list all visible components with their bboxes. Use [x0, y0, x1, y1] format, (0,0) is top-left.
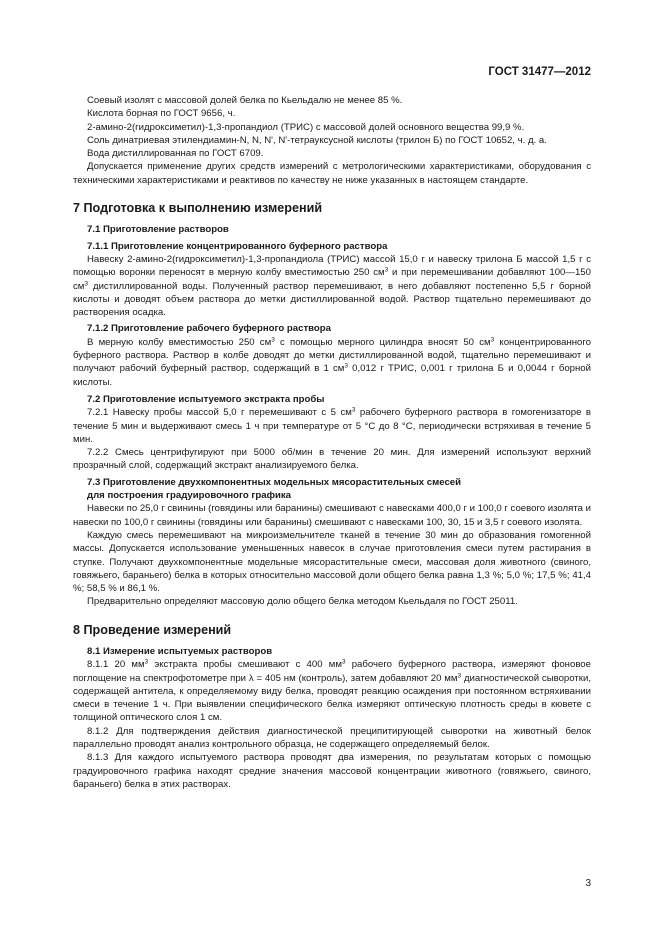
document-body [73, 94, 591, 791]
page-number: 3 [585, 878, 591, 889]
paragraph-7-3-1: Навески по 25,0 г свинины (говядины или баранины) смешивают с навесками 400,0 г и 100,0 г соевого изолята и навески по 100,0 г свинины (говядины или баранины) смешивают с навесками 100, 30, 15 и 3,5 г соевого изолята. [73, 503, 591, 528]
reagent-line: Соль динатриевая этилендиамин-N, N, N', N'-тетрауксусной кислоты (трилон Б) по ГОСТ 10652, ч. д. а. [87, 134, 547, 146]
section-8-title: 8 Проведение измерений [73, 622, 232, 637]
paragraph-8-1-1: 8.1.1 20 $мм^3$ экстракта пробы смешивают с 400 $мм^3$ рабочего буферного раствора, измеряют фоновое поглощение на спектрофотометре при λ = 405 нм (контроль), затем добавляют 20 $мм^3$ диагностической сыворотки, содержащей антитела, к определяемому виду белка, проводят реакцию осаждения при постоянном встряхивании смеси в течение 1 ч. При выявлении специфического белка измеряют оптическую плотность среды в кювете с толщиной оптического слоя 1 см. [73, 658, 591, 724]
paragraph-8-1-2: 8.1.2 Для подтверждения действия диагностической преципитирующей сыворотки на животный белок параллельно проводят анализ контрольного образца, не содержащего определяемый белок. [73, 725, 591, 751]
paragraph-7-2-2: 7.2.2 Смесь центрифугируют при 5000 об/мин в течение 20 мин. Для измерений используют верхний прозрачный слой, содержащий экстракт анализируемого белка. [73, 447, 591, 472]
subsection-7-3-title-cont: для построения градуировочного графика [87, 490, 292, 502]
subsection-7-2-title: 7.2 Приготовление испытуемого экстракта пробы [87, 393, 325, 405]
paragraph-7-3-3: Предварительно определяют массовую долю общего белка методом Кьельдаля по ГОСТ 25011. [87, 596, 518, 608]
paragraph-7-1-2: В мерную колбу вместимостью 250 $см^3$ с помощью мерного цилиндра вносят 50 $см^3$ концентрированного буферного раствора. Раствор в колбе доводят до метки дистиллированной водой, тщательно перемешивают и получают рабочий буферный раствор, содержащий в 1 $см^3$ 0,012 г ТРИС, 0,001 г трилона Б и 0,0044 г борной кислоты. [73, 336, 592, 388]
standard-header: ГОСТ 31477—2012 [488, 66, 591, 78]
paragraph-8-1-3: 8.1.3 Для каждого испытуемого раствора проводят два измерения, по результатам которых с помощью градуировочного графика находят средние значения массовой концентрации животного (говяжьего, свиного, бараньего) белка в этих растворах. [73, 752, 591, 790]
subsection-7-1-title: 7.1 Приготовление растворов [87, 224, 229, 236]
reagent-line: Вода дистиллированная по ГОСТ 6709. [87, 148, 264, 160]
subsection-7-1-2-title: 7.1.2 Приготовление рабочего буферного раствора [87, 323, 331, 335]
subsection-7-1-1-title: 7.1.1 Приготовление концентрированного буферного раствора [87, 240, 388, 252]
subsection-8-1-title: 8.1 Измерение испытуемых растворов [87, 645, 273, 657]
reagent-note: Допускается применение других средств измерений с метрологическими характеристиками, оборудования с техническими характеристиками и реактивов по качеству не ниже указанных в настоящем стандарте. [73, 161, 591, 186]
paragraph-7-2-1: 7.2.1 Навеску пробы массой 5,0 г перемешивают с 5 $см^3$ рабочего буферного раствора в гомогенизаторе в течение 5 мин и выдерживают смесь 1 ч при температуре от 5 °С до 8 °С, периодически встряхивая в течение 5 мин. [73, 406, 591, 445]
section-7-title: 7 Подготовка к выполнению измерений [73, 201, 323, 216]
paragraph-7-3-2: Каждую смесь перемешивают на микроизмельчителе тканей в течение 30 мин до образования гомогенной массы. Допускается использование уменьшенных навесок в случае приготовления смеси путем растирания в ступке. Получают двухкомпонентные модельные мясорастительные смеси, массовая доля животного (свиного, говяжьего, бараньего) белка в которых относительно массовой доли общего белка равна 1,3 %; 5,0 %; 17,5 %; 41,4 %; 58,5 % и 86,1 %. [73, 529, 591, 595]
reagent-line: Соевый изолят с массовой долей белка по Кьельдалю не менее 85 %. [87, 95, 403, 106]
paragraph-7-1-1: Навеску 2-амино-2(гидроксиметил)-1,3-пропандиола (ТРИС) массой 15,0 г и навеску трилона Б массой 1,5 г с помощью воронки переносят в мерную колбу вместимостью 250 $см^3$ и при перемешивании добавляют 100—150 $см^3$ дистиллированной воды. Полученный раствор перемешивают, в него добавляют постепенно 5,5 г борной кислоты и доводят объем раствора до метки дистиллированной водой. Раствор тщательно перемешивают до растворения осадка. [73, 253, 591, 319]
subsection-7-3-title: 7.3 Приготовление двухкомпонентных модельных мясорастительных смесей [87, 476, 462, 488]
reagent-line: 2-амино-2(гидроксиметил)-1,3-пропандиол (ТРИС) с массовой долей основного вещества 99,9 %. [87, 121, 525, 133]
reagent-line: Кислота борная по ГОСТ 9656, ч. [87, 108, 236, 120]
